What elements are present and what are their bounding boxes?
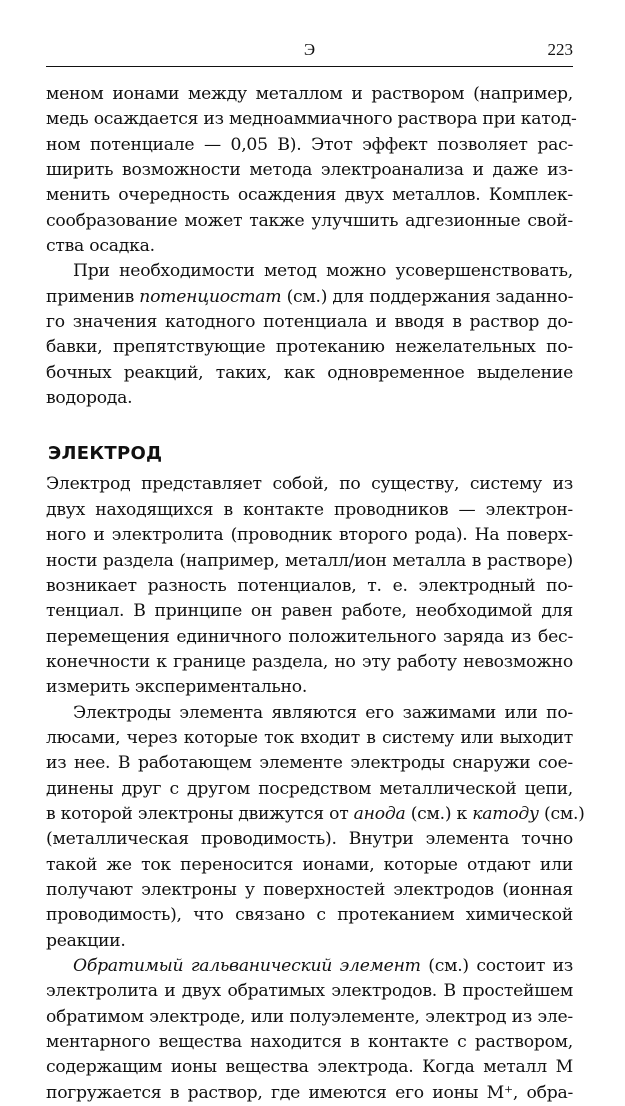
text-line xyxy=(46,954,573,979)
running-head: Э xyxy=(303,40,316,59)
text-run: (см.) к xyxy=(405,803,473,824)
text-line: тенциал. В принципе он равен работе, необходимой для xyxy=(46,601,573,622)
text-line: ном потенциале — 0,05 В). Этот эффект позволяет рас- xyxy=(46,134,573,155)
text-line: При необходимости метод можно усовершенствовать, xyxy=(73,261,573,282)
paragraph-continuation xyxy=(46,82,577,259)
text-run: применив xyxy=(46,286,140,307)
text-line: ного и электролита (проводник второго рода). На поверх- xyxy=(46,525,573,546)
text-line: обратимом электроде, или полуэлементе, электрод из эле- xyxy=(46,1006,573,1027)
text-line: такой же ток переносится ионами, которые отдают или xyxy=(46,854,573,875)
text-line: получают электроны у поверхностей электродов (ионная xyxy=(46,879,573,900)
text-line: реакции. xyxy=(46,930,126,951)
text-line: люсами, через которые ток входит в систему или выходит xyxy=(46,727,573,748)
text-line: ментарного вещества находится в контакте с раствором, xyxy=(46,1032,573,1053)
paragraph-definition xyxy=(46,472,573,700)
text-line: из нее. В работающем элементе электроды снаружи сое- xyxy=(46,753,573,774)
text-line: динены друг с другом посредством металлической цепи, xyxy=(46,778,573,799)
text-line: проводимость), что связано с протеканием химической xyxy=(46,905,573,926)
text-line: сообразование может также улучшить адгезионные свой- xyxy=(46,210,573,231)
paragraph-potentiostat xyxy=(46,259,573,411)
page-body xyxy=(46,82,585,1106)
text-line: содержащим ионы вещества электрода. Когда металл М xyxy=(46,1057,573,1078)
text-line: го значения катодного потенциала и вводя в раствор до- xyxy=(46,312,573,333)
term-anode: анода xyxy=(353,803,406,824)
text-line xyxy=(46,802,585,827)
text-line: возникает разность потенциалов, т. е. электродный по- xyxy=(46,575,573,596)
text-line xyxy=(46,285,573,310)
paragraph-electrodes-terminals xyxy=(46,701,585,954)
text-line: (металлическая проводимость). Внутри элемента точно xyxy=(46,829,573,850)
page-header xyxy=(46,38,573,67)
text-line: бочных реакций, таких, как одновременное выделение xyxy=(46,362,573,383)
text-line: электролита и двух обратимых электродов. В простейшем xyxy=(46,981,573,1002)
text-line: двух находящихся в контакте проводников — электрон- xyxy=(46,499,573,520)
text-line: ширить возможности метода электроанализа и даже из- xyxy=(46,160,573,181)
text-line: бавки, препятствующие протеканию нежелательных по- xyxy=(46,337,573,358)
text-line: медь осаждается из медноаммиачного раствора при катод- xyxy=(46,109,577,130)
text-line: перемещения единичного положительного заряда из бес- xyxy=(46,626,573,647)
text-line: Электрод представляет собой, по существу, систему из xyxy=(46,474,573,495)
text-line: ства осадка. xyxy=(46,236,155,257)
text-line: погружается в раствор, где имеются его ионы М⁺, обра- xyxy=(46,1082,573,1103)
term-reversible-cell: Обратимый гальванический элемент xyxy=(73,956,421,976)
text-line: конечности к границе раздела, но эту работу невозможно xyxy=(46,651,573,672)
text-line: измерить экспериментально. xyxy=(46,677,308,698)
term-cathode: катоду xyxy=(472,803,539,824)
section-heading: ЭЛЕКТРОД xyxy=(48,443,163,465)
page-number: 223 xyxy=(547,40,573,59)
text-line: ности раздела (например, металл/ион металла в растворе) xyxy=(46,550,573,571)
text-run: (см.) состоит из xyxy=(420,956,573,976)
text-line: меном ионами между металлом и раствором (например, xyxy=(46,84,573,104)
term-potentiostat: потенциостат xyxy=(139,286,282,307)
paragraph-reversible-cell xyxy=(46,954,573,1106)
text-line: Электроды элемента являются его зажимами или по- xyxy=(73,702,573,723)
text-run: (см.) xyxy=(538,803,585,824)
text-run: (см.) для поддержания заданно- xyxy=(281,286,574,307)
text-line: менить очередность осаждения двух металлов. Комплек- xyxy=(46,185,573,206)
text-line: водорода. xyxy=(46,388,133,409)
text-run: в которой электроны движутся от xyxy=(46,803,354,824)
